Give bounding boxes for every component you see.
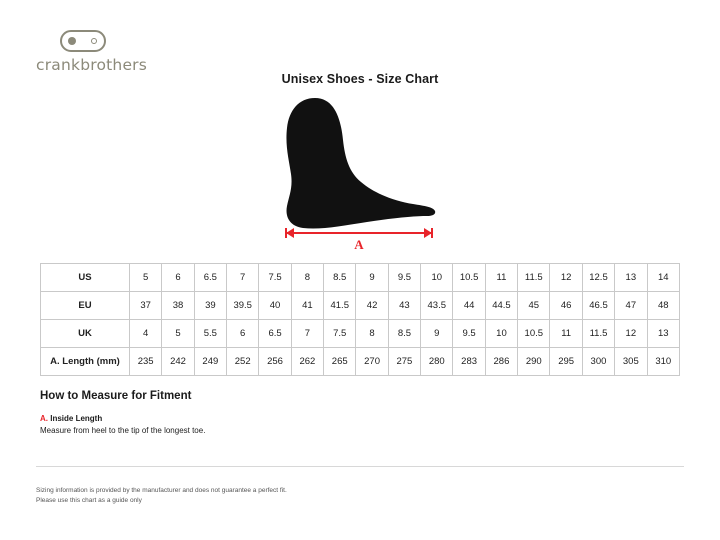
- cell: 12.5: [582, 264, 614, 292]
- cell: 10.5: [453, 264, 485, 292]
- cell: 41.5: [324, 292, 356, 320]
- cell: 6.5: [194, 264, 226, 292]
- cell: 242: [162, 348, 194, 376]
- cell: 305: [615, 348, 647, 376]
- cell: 290: [518, 348, 550, 376]
- cell: 5.5: [194, 320, 226, 348]
- cell: 265: [324, 348, 356, 376]
- cell: 9.5: [453, 320, 485, 348]
- table-row: [41, 320, 680, 348]
- cell: 37: [130, 292, 162, 320]
- cell: 7.5: [259, 264, 291, 292]
- cell: 13: [615, 264, 647, 292]
- cell: 286: [485, 348, 517, 376]
- cell: 41: [291, 292, 323, 320]
- footer-divider: [36, 466, 684, 467]
- cell: 48: [647, 292, 680, 320]
- cell: 9: [356, 264, 388, 292]
- cell: 10.5: [518, 320, 550, 348]
- footnote: [36, 486, 596, 507]
- cell: 275: [388, 348, 420, 376]
- cell: 46.5: [582, 292, 614, 320]
- cell: 40: [259, 292, 291, 320]
- footnote-line-2: Please use this chart as a guide only: [36, 497, 142, 505]
- cell: 42: [356, 292, 388, 320]
- cell: 44: [453, 292, 485, 320]
- cell: 300: [582, 348, 614, 376]
- cell: 7: [291, 320, 323, 348]
- logo-dot-left: [68, 37, 76, 45]
- page-title: Unisex Shoes - Size Chart: [281, 72, 439, 86]
- cell: 43: [388, 292, 420, 320]
- cell: 8.5: [388, 320, 420, 348]
- cell: 10: [485, 320, 517, 348]
- cell: 8: [291, 264, 323, 292]
- cell: 43.5: [421, 292, 453, 320]
- cell: 7: [227, 264, 259, 292]
- row-label-uk: UK: [41, 320, 130, 348]
- cell: 9.5: [388, 264, 420, 292]
- cell: 9: [421, 320, 453, 348]
- measure-item-description: Measure from heel to the tip of the longest toe.: [40, 426, 206, 435]
- cell: 39: [194, 292, 226, 320]
- table-row: [41, 264, 680, 292]
- brand-name: crankbrothers: [36, 56, 148, 74]
- cell: 39.5: [227, 292, 259, 320]
- cell: 6: [162, 264, 194, 292]
- cell: 12: [550, 264, 582, 292]
- cell: 44.5: [485, 292, 517, 320]
- logo-dot-right: [91, 38, 97, 44]
- cell: 310: [647, 348, 680, 376]
- brand-logo: [36, 30, 236, 74]
- cell: 11: [485, 264, 517, 292]
- cell: 6.5: [259, 320, 291, 348]
- cell: 256: [259, 348, 291, 376]
- size-table-body: [41, 264, 680, 376]
- cell: 270: [356, 348, 388, 376]
- cell: 7.5: [324, 320, 356, 348]
- cell: 13: [647, 320, 680, 348]
- cell: 45: [518, 292, 550, 320]
- cell: 295: [550, 348, 582, 376]
- foot-silhouette-icon: [255, 96, 465, 236]
- cell: 8.5: [324, 264, 356, 292]
- measure-item-title: [40, 414, 540, 423]
- how-to-measure-section: [40, 390, 540, 437]
- oval-dots-logo-icon: [60, 30, 106, 52]
- measure-item-mark: A.: [40, 414, 48, 423]
- cell: 11: [550, 320, 582, 348]
- footnote-line-1: Sizing information is provided by the manufacturer and does not guarantee a perfect fit.: [36, 487, 287, 494]
- measure-line: [285, 232, 433, 234]
- row-label-length: A. Length (mm): [41, 348, 130, 376]
- measure-item-name: Inside Length: [50, 414, 103, 423]
- cell: 280: [421, 348, 453, 376]
- cell: 283: [453, 348, 485, 376]
- cell: 4: [130, 320, 162, 348]
- cell: 14: [647, 264, 680, 292]
- cell: 11.5: [518, 264, 550, 292]
- cell: 8: [356, 320, 388, 348]
- cell: 47: [615, 292, 647, 320]
- cell: 6: [227, 320, 259, 348]
- cell: 10: [421, 264, 453, 292]
- table-row: [41, 292, 680, 320]
- cell: 38: [162, 292, 194, 320]
- measure-label: A: [354, 237, 364, 252]
- cell: 11.5: [582, 320, 614, 348]
- table-row: [41, 348, 680, 376]
- cell: 5: [162, 320, 194, 348]
- size-table: [40, 263, 680, 376]
- cell: 12: [615, 320, 647, 348]
- cell: 249: [194, 348, 226, 376]
- cell: 252: [227, 348, 259, 376]
- cell: 262: [291, 348, 323, 376]
- how-to-measure-heading: How to Measure for Fitment: [40, 390, 192, 402]
- measure-arrow-a: [285, 228, 433, 254]
- cell: 235: [130, 348, 162, 376]
- cell: 5: [130, 264, 162, 292]
- row-label-us: US: [41, 264, 130, 292]
- cell: 46: [550, 292, 582, 320]
- row-label-eu: EU: [41, 292, 130, 320]
